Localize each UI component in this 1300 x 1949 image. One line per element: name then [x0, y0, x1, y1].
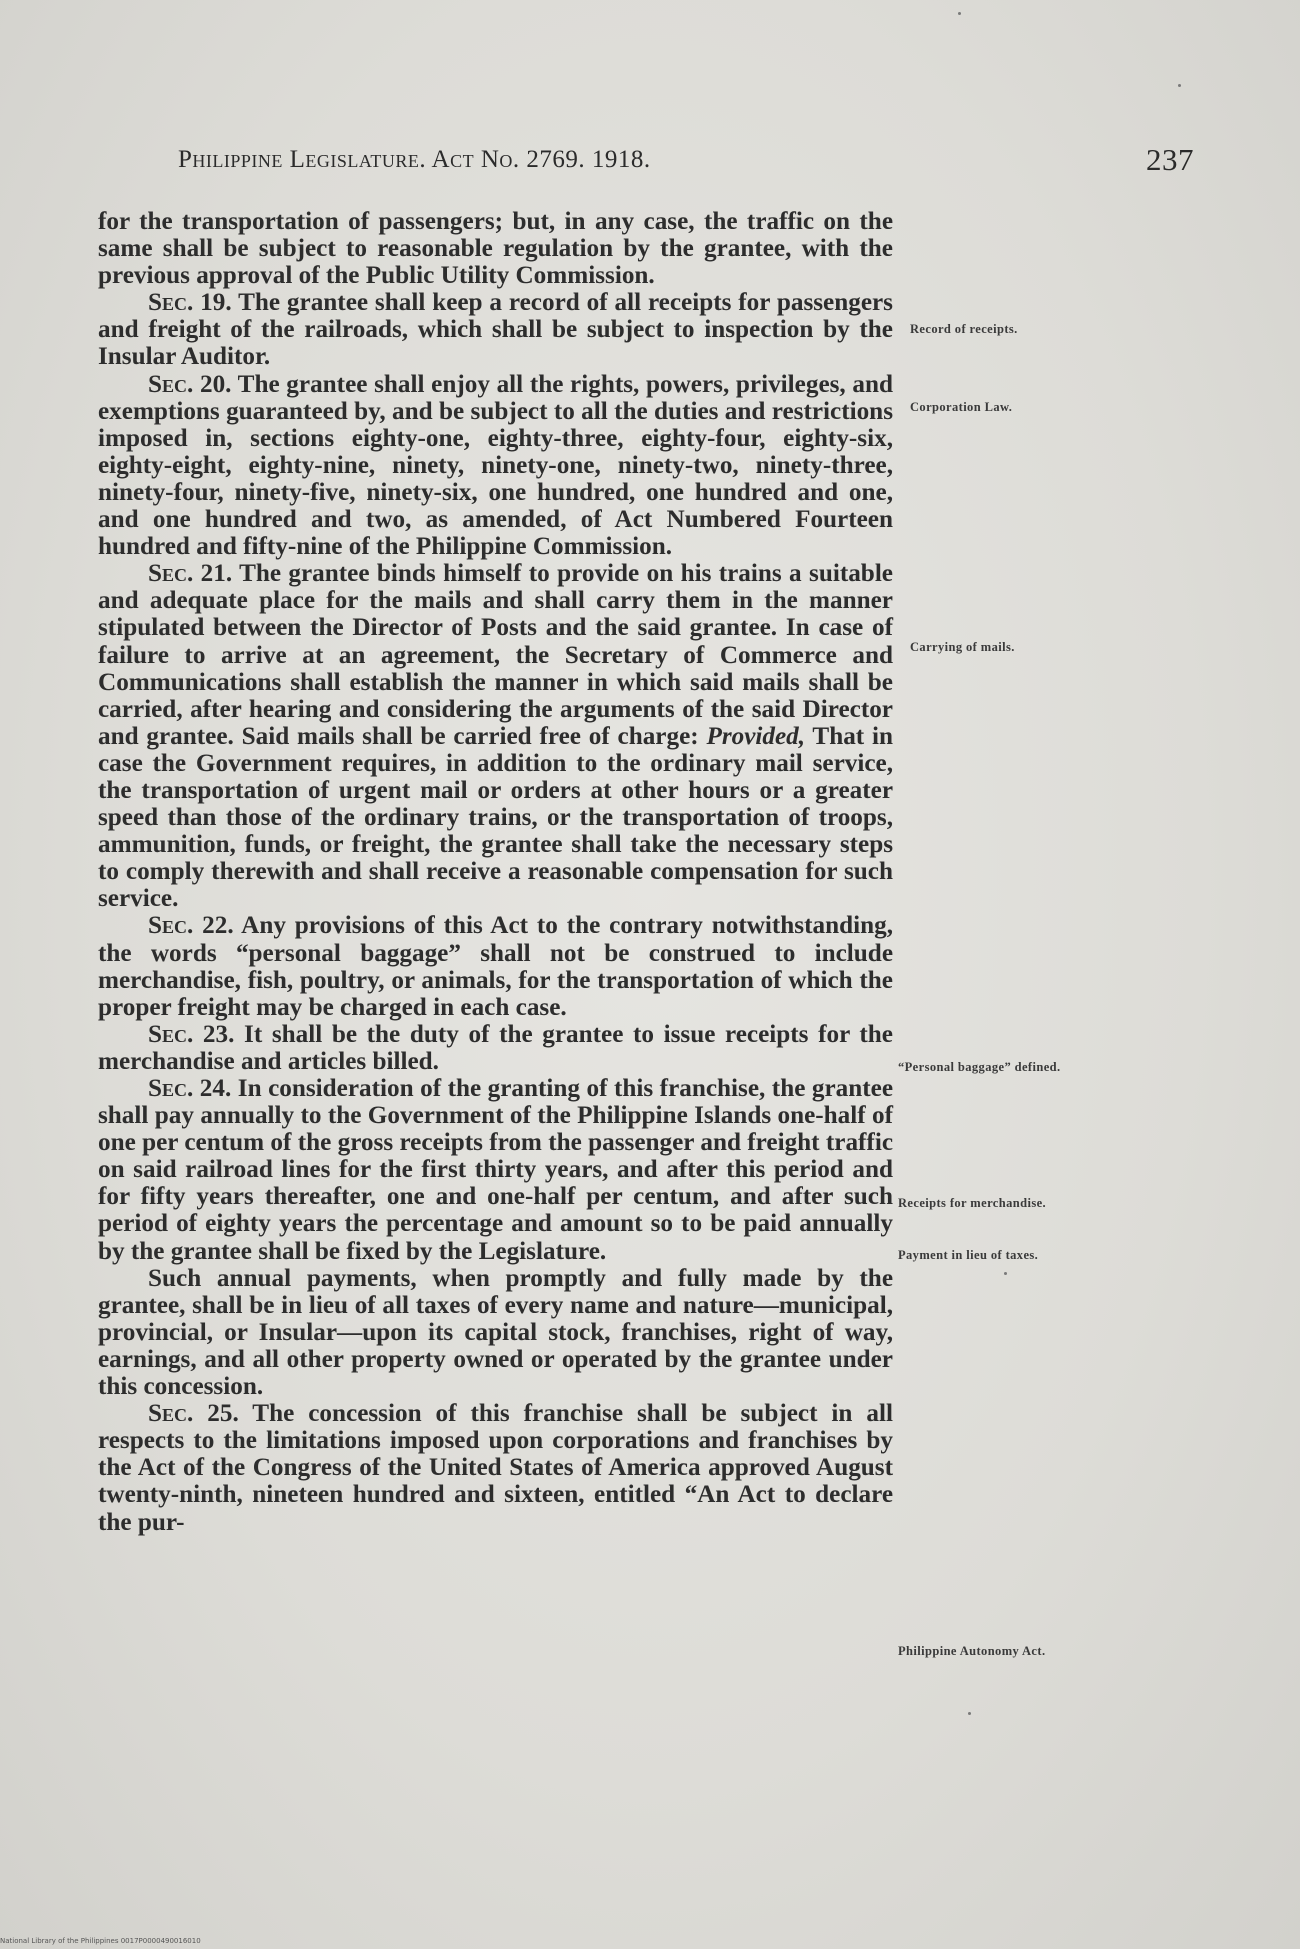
margin-note-receipts-merchandise: Receipts for merchandise. [898, 1196, 1047, 1210]
section-19: Sec. 19. The grantee shall keep a record of all receipts for passengers and freight of the railroads, which shall be subject to inspection by the Insular Auditor. [98, 289, 893, 371]
scan-footer: National Library of the Philippines 0017P0000490016010 [0, 1937, 201, 1945]
section-21: Sec. 21. The grantee binds himself to provide on his trains a suitable and adequate place for the mails and shall carry them in the manner stipulated between the Director of Posts and the said grantee. In case of failure to arrive at an agreement, the Secretary of Commerce and Communications shall establish the manner in which said mails shall be carried, after hearing and considering the arguments of the said Director and grantee. Said mails shall be carried free of charge: Provided, That in case the Government requires, in addition to the ordinary mail service, the transportation of urgent mail or orders at other hours or a greater speed than those of the ordinary trains, or the transportation of troops, ammunition, funds, or freight, the grantee shall take the necessary steps to comply therewith and shall receive a reasonable compensation for such service. [98, 560, 893, 913]
running-head [174, 142, 1194, 186]
margin-note-personal-baggage: “Personal baggage” defined. [898, 1060, 1061, 1074]
section-label: Sec. [148, 1075, 194, 1102]
section-22: Sec. 22. Any provisions of this Act to the contrary notwithstanding, the words “personal baggage” shall not be construed to include merchandise, fish, poultry, or animals, for the transportation of which the proper freight may be charged in each case. [98, 912, 893, 1021]
section-label: Sec. [148, 912, 194, 940]
scan-speck [1178, 84, 1181, 87]
paragraph-continuation: for the transportation of passengers; but, in any case, the traffic on the same shall be subject to reasonable regulation by the grantee, with the previous approval of the Public Utility Commission. [98, 208, 893, 290]
body-text [98, 208, 893, 1536]
section-25: Sec. 25. The concession of this franchise shall be subject in all respects to the limitations imposed upon corporations and franchises by the Act of the Congress of the United States of America approved August twenty-ninth, nineteen hundred and sixteen, entitled “An Act to declare the pur- [98, 1400, 893, 1536]
section-label: Sec. [148, 1400, 194, 1428]
page-number: 237 [1146, 142, 1194, 177]
margin-note-autonomy-act: Philippine Autonomy Act. [898, 1644, 1046, 1658]
margin-note-corporation-law: Corporation Law. [910, 400, 1013, 414]
margin-note-record-of-receipts: Record of receipts. [910, 322, 1018, 336]
section-20: Sec. 20. The grantee shall enjoy all the rights, powers, privileges, and exemptions guaranteed by, and be subject to all the duties and restrictions imposed in, sections eighty-one, eighty-three, eighty-four, eighty-six, eighty-eight, eighty-nine, ninety, ninety-one, ninety-two, ninety-three, ninety-four, ninety-five, ninety-six, one hundred, one hundred and one, and one hundred and two, as amended, of Act Numbered Fourteen hundred and fifty-nine of the Philippine Commission. [98, 370, 893, 561]
scan-speck [958, 12, 961, 15]
section-label: Sec. [148, 560, 194, 588]
provided-italic: Provided, [706, 722, 806, 750]
section-label: Sec. [148, 289, 194, 317]
section-23: Sec. 23. It shall be the duty of the grantee to issue receipts for the merchandise and articles billed. [98, 1020, 893, 1075]
margin-note-carrying-of-mails: Carrying of mails. [910, 640, 1015, 654]
section-24-continuation: Such annual payments, when promptly and fully made by the grantee, shall be in lieu of all taxes of every name and nature—municipal, provincial, or Insular—upon its capital stock, franchises, right of way, earnings, and all other property owned or operated by the grantee under this concession. [98, 1264, 893, 1401]
running-head-title: Philippine Legislature. Act No. 2769. 1918. [178, 146, 651, 173]
section-24: Sec. 24. In consideration of the granting of this franchise, the grantee shall pay annually to the Government of the Philippine Islands one-half of one per centum of the gross receipts from the passenger and freight traffic on said railroad lines for the first thirty years, and after this period and for fifty years thereafter, one and one-half per centum, and after such period of eighty years the percentage and amount so to be paid annually by the grantee shall be fixed by the Legislature. [98, 1075, 893, 1265]
scan-speck [968, 1712, 971, 1715]
scan-speck [1004, 1272, 1007, 1275]
section-label: Sec. [148, 1020, 194, 1048]
section-label: Sec. [148, 370, 194, 398]
margin-note-payment-lieu-taxes: Payment in lieu of taxes. [898, 1248, 1039, 1262]
